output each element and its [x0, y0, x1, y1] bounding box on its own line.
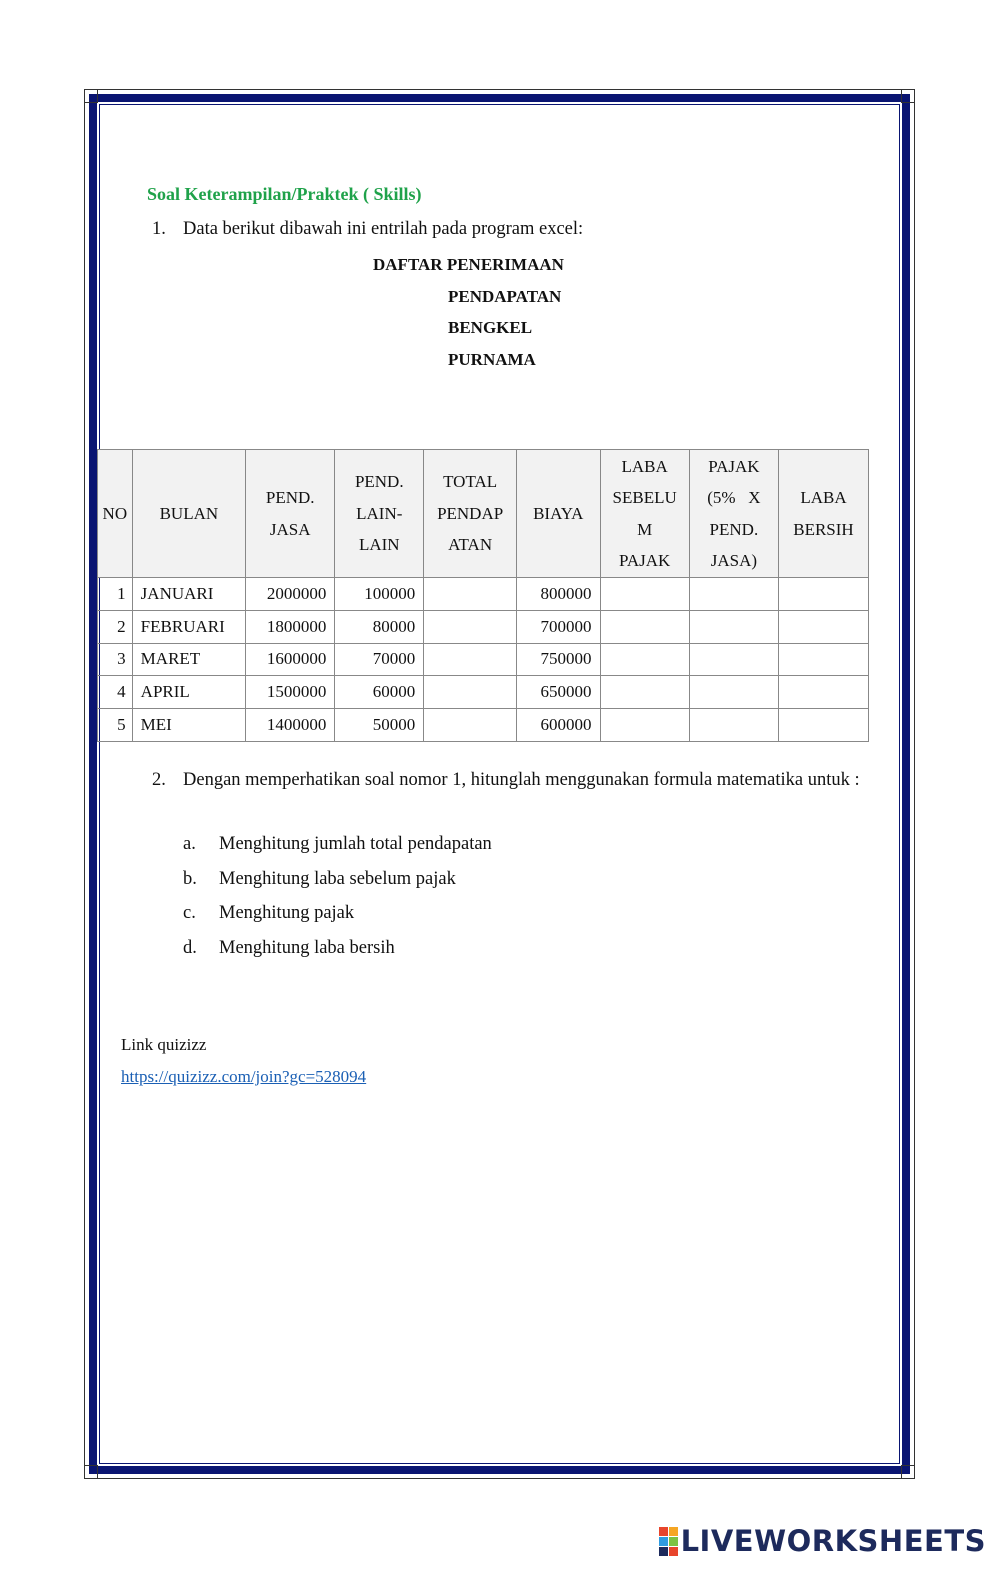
cell-pend-jasa: 1600000: [246, 643, 335, 676]
cell-pend-jasa: 2000000: [246, 578, 335, 611]
cell-laba-bersih[interactable]: [778, 610, 868, 643]
table-title-line-1: DAFTAR PENERIMAAN: [373, 255, 564, 274]
cell-biaya: 800000: [517, 578, 600, 611]
cell-pajak[interactable]: [689, 643, 778, 676]
header-no: NO: [98, 450, 133, 578]
header-pend-jasa: PEND. JASA: [246, 450, 335, 578]
cell-no: 4: [98, 676, 133, 709]
cell-bulan: MEI: [132, 709, 245, 742]
quizizz-link[interactable]: https://quizizz.com/join?gc=528094: [121, 1067, 367, 1086]
table-title-line-2: PENDAPATAN: [448, 287, 562, 306]
table-row: [98, 610, 869, 643]
header-laba-sebelum-pajak: LABA SEBELU M PAJAK: [600, 450, 689, 578]
table-header-row: [98, 450, 869, 578]
cell-laba-bersih[interactable]: [778, 578, 868, 611]
header-biaya: BIAYA: [517, 450, 600, 578]
cell-biaya: 600000: [517, 709, 600, 742]
border-corner: [901, 1465, 915, 1479]
border-corner: [84, 89, 98, 103]
table-title-line-3: BENGKEL: [448, 318, 533, 337]
cell-bulan: APRIL: [132, 676, 245, 709]
cell-laba-bersih[interactable]: [778, 709, 868, 742]
cell-laba-sebelum[interactable]: [600, 643, 689, 676]
cell-laba-sebelum[interactable]: [600, 610, 689, 643]
cell-pajak[interactable]: [689, 709, 778, 742]
cell-pajak[interactable]: [689, 578, 778, 611]
cell-pend-jasa: 1500000: [246, 676, 335, 709]
cell-pajak[interactable]: [689, 676, 778, 709]
cell-laba-sebelum[interactable]: [600, 709, 689, 742]
link-label: Link quizizz: [121, 1035, 207, 1054]
cell-pend-lain: 80000: [335, 610, 424, 643]
cell-pend-jasa: 1400000: [246, 709, 335, 742]
cell-total[interactable]: [424, 578, 517, 611]
cell-laba-bersih[interactable]: [778, 676, 868, 709]
header-total-pendapatan: TOTAL PENDAP ATAN: [424, 450, 517, 578]
revenue-table: [97, 449, 869, 742]
table-row: [98, 676, 869, 709]
cell-biaya: 650000: [517, 676, 600, 709]
table-row: [98, 709, 869, 742]
list-item: c. Menghitung pajak: [183, 903, 355, 923]
cell-laba-sebelum[interactable]: [600, 578, 689, 611]
cell-no: 1: [98, 578, 133, 611]
table-title-line-4: PURNAMA: [448, 350, 536, 369]
cell-biaya: 750000: [517, 643, 600, 676]
question-1: [152, 219, 583, 240]
liveworksheets-logo-icon: [659, 1527, 678, 1556]
border-corner: [84, 1465, 98, 1479]
table-row: [98, 578, 869, 611]
table-left-edge: [84, 449, 85, 741]
question-1-text: Data berikut dibawah ini entrilah pada program excel:: [183, 219, 584, 239]
cell-biaya: 700000: [517, 610, 600, 643]
cell-laba-sebelum[interactable]: [600, 676, 689, 709]
list-item: a. Menghitung jumlah total pendapatan: [183, 834, 492, 854]
cell-pajak[interactable]: [689, 610, 778, 643]
cell-total[interactable]: [424, 610, 517, 643]
revenue-table-viewport: [102, 449, 885, 741]
cell-pend-lain: 50000: [335, 709, 424, 742]
question-1-number: 1.: [152, 219, 166, 239]
brand-text: LIVEWORKSHEETS: [680, 1524, 986, 1558]
cell-laba-bersih[interactable]: [778, 643, 868, 676]
cell-bulan: MARET: [132, 643, 245, 676]
cell-no: 5: [98, 709, 133, 742]
cell-pend-lain: 60000: [335, 676, 424, 709]
border-corner: [901, 89, 915, 103]
cell-no: 3: [98, 643, 133, 676]
cell-total[interactable]: [424, 709, 517, 742]
header-bulan: BULAN: [132, 450, 245, 578]
list-item: b. Menghitung laba sebelum pajak: [183, 869, 456, 889]
question-2-number: 2.: [152, 770, 166, 790]
cell-no: 2: [98, 610, 133, 643]
table-row: [98, 643, 869, 676]
cell-total[interactable]: [424, 676, 517, 709]
list-item: d. Menghitung laba bersih: [183, 938, 395, 958]
cell-bulan: JANUARI: [132, 578, 245, 611]
cell-bulan: FEBRUARI: [132, 610, 245, 643]
cell-total[interactable]: [424, 643, 517, 676]
cell-pend-lain: 100000: [335, 578, 424, 611]
question-2-text: Dengan memperhatikan soal nomor 1, hitunglah menggunakan formula matematika untuk :: [183, 770, 860, 790]
section-heading: Soal Keterampilan/Praktek ( Skills): [147, 184, 422, 204]
header-pend-lain: PEND. LAIN- LAIN: [335, 450, 424, 578]
cell-pend-lain: 70000: [335, 643, 424, 676]
cell-pend-jasa: 1800000: [246, 610, 335, 643]
liveworksheets-brand[interactable]: [659, 1524, 986, 1558]
header-pajak: PAJAK (5% X PEND. JASA): [689, 450, 778, 578]
header-laba-bersih: LABA BERSIH: [778, 450, 868, 578]
